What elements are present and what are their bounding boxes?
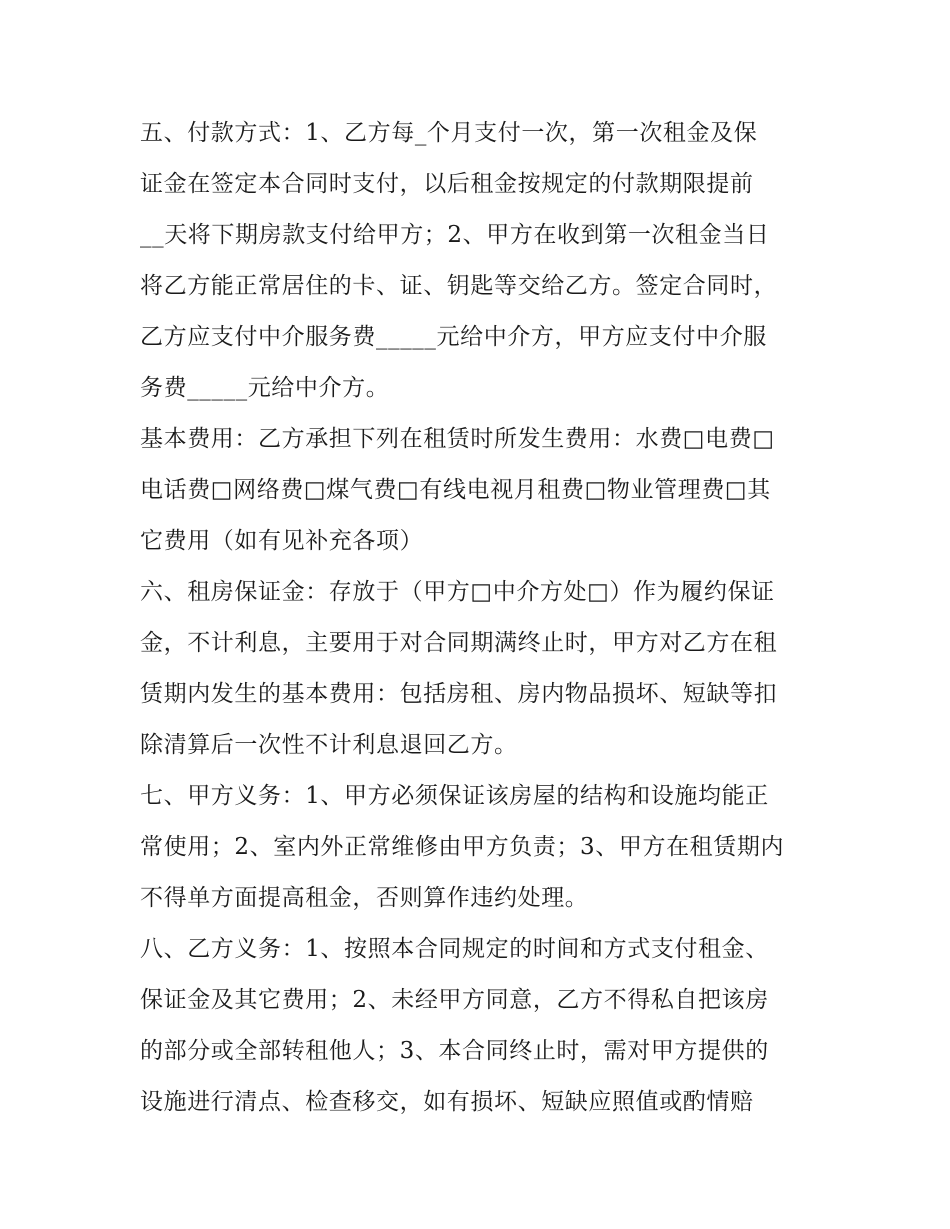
text-line: 证金在签定本合同时支付，以后租金按规定的付款期限提前 <box>140 171 754 197</box>
text-line: 六、租房保证金：存放于（甲方□中介方处□）作为履约保证 <box>140 579 775 605</box>
text-line: 它费用（如有见补充各项） <box>140 528 424 554</box>
text-line: 金，不计利息，主要用于对合同期满终止时，甲方对乙方在租 <box>140 630 778 656</box>
text-line: 的部分或全部转租他人；3、本合同终止时，需对甲方提供的 <box>140 1038 769 1064</box>
text-line: 不得单方面提高租金，否则算作违约处理。 <box>140 885 589 911</box>
text-line: 基本费用：乙方承担下列在租赁时所发生费用：水费□电费□ <box>140 426 775 452</box>
text-line: 务费_____元给中介方。 <box>140 375 390 401</box>
text-line: 赁期内发生的基本费用：包括房租、房内物品损坏、短缺等扣 <box>140 681 778 707</box>
text-line: 将乙方能正常居住的卡、证、钥匙等交给乙方。签定合同时， <box>140 273 778 299</box>
text-line: 乙方应支付中介服务费_____元给中介方，甲方应支付中介服 <box>140 324 767 350</box>
text-line: __天将下期房款支付给甲方；2、甲方在收到第一次租金当日 <box>140 222 770 248</box>
text-line: 七、甲方义务：1、甲方必须保证该房屋的结构和设施均能正 <box>140 783 769 809</box>
text-line: 常使用；2、室内外正常维修由甲方负责；3、甲方在租赁期内 <box>140 834 785 860</box>
document-body <box>140 108 820 1128</box>
text-line: 五、付款方式：1、乙方每_个月支付一次，第一次租金及保 <box>140 120 758 146</box>
text-line: 保证金及其它费用；2、未经甲方同意，乙方不得私自把该房 <box>140 987 769 1013</box>
text-line: 除清算后一次性不计利息退回乙方。 <box>140 732 518 758</box>
text-line: 八、乙方义务：1、按照本合同规定的时间和方式支付租金、 <box>140 936 769 962</box>
text-line: 电话费□网络费□煤气费□有线电视月租费□物业管理费□其 <box>140 477 771 503</box>
text-line: 设施进行清点、检查移交，如有损坏、短缺应照值或酌情赔 <box>140 1089 754 1115</box>
